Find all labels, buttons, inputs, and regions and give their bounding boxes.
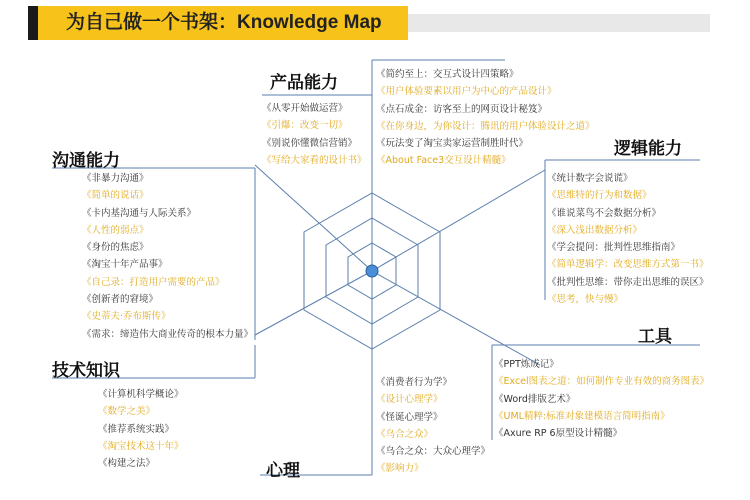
book-item: 《玩法变了淘宝卖家运营制胜时代》 xyxy=(376,138,529,150)
spoke-lower-right xyxy=(372,271,540,365)
book-item: 《淘宝技术这十年》 xyxy=(98,440,184,452)
book-item: 《About Face3交互设计精髓》 xyxy=(376,155,511,167)
book-item: 《简单的说话》 xyxy=(82,190,149,202)
book-item: 《思维特的行为和数据》 xyxy=(547,190,652,202)
book-item: 《卡内基沟通与人际关系》 xyxy=(82,207,197,219)
book-item: 《引爆：改变一切》 xyxy=(262,120,348,132)
book-item: 《深入浅出数据分析》 xyxy=(547,224,643,236)
page-title: 为自己做一个书架：Knowledge Map xyxy=(58,8,390,38)
book-item: 《需求：缔造伟大商业传奇的根本力量》 xyxy=(82,328,254,340)
book-item: 《人性的弱点》 xyxy=(82,224,149,236)
category-communication: 沟通能力 xyxy=(52,151,120,170)
book-item: 《用户体验要素以用户为中心的产品设计》 xyxy=(376,86,557,98)
book-item: 《写给大家看的设计书》 xyxy=(262,154,367,166)
spoke-lower-left xyxy=(255,271,372,335)
book-item: 《怪诞心理学》 xyxy=(376,411,443,423)
book-item: 《数学之美》 xyxy=(98,406,156,418)
book-item: 《乌合之众》 xyxy=(376,428,434,440)
book-item: 《推荐系统实践》 xyxy=(98,423,175,435)
category-tech: 技术知识 xyxy=(52,361,120,380)
book-item: 《设计心理学》 xyxy=(376,394,443,406)
book-item: 《PPT炼成记》 xyxy=(494,359,559,370)
spoke-upper-right xyxy=(372,170,545,271)
book-item: 《谁说菜鸟不会数据分析》 xyxy=(547,207,662,219)
book-item: 《简约至上：交互式设计四策略》 xyxy=(376,69,519,80)
logic-book-list xyxy=(547,170,709,308)
book-item: 《思考，快与慢》 xyxy=(547,294,624,306)
book-item: 《简单逻辑学：改变思维方式第一书》 xyxy=(547,259,709,271)
book-item: 《点石成金：访客至上的网页设计秘笈》 xyxy=(376,103,548,115)
book-item: 《淘宝十年产品事》 xyxy=(82,259,168,271)
book-item: 《批判性思维：带你走出思维的误区》 xyxy=(547,276,709,288)
tools-book-list xyxy=(494,356,709,442)
book-item: 《Axure RP 6原型设计精髓》 xyxy=(494,428,623,440)
book-item: 《身份的焦虑》 xyxy=(82,242,149,254)
product-book-list xyxy=(262,100,367,169)
book-item: 《从零开始做运营》 xyxy=(262,103,348,114)
communication-book-list xyxy=(82,170,253,343)
book-item: 《非暴力沟通》 xyxy=(82,173,149,184)
book-item: 《影响力》 xyxy=(376,463,424,475)
book-item: 《UML精粹:标准对象建模语言简明指南》 xyxy=(494,410,670,422)
book-item: 《学会提问：批判性思维指南》 xyxy=(547,242,681,254)
book-item: 《构建之法》 xyxy=(98,458,156,470)
book-item: 《自己录：打造用户需要的产品》 xyxy=(82,276,225,288)
book-item: 《消费者行为学》 xyxy=(376,377,453,388)
book-item: 《Word排版艺术》 xyxy=(494,393,576,405)
book-item: 《统计数字会说谎》 xyxy=(547,173,633,184)
book-item: 《乌合之众：大众心理学》 xyxy=(376,446,491,458)
psychology-book-list xyxy=(376,374,490,478)
book-item: 《别说你懂微信营销》 xyxy=(262,137,358,149)
design-book-list xyxy=(376,66,595,170)
book-item: 《Excel图表之道：如何制作专业有效的商务图表》 xyxy=(494,376,710,388)
book-item: 《创新者的窘境》 xyxy=(82,294,159,306)
book-item: 《史蒂夫·乔布斯传》 xyxy=(82,311,171,323)
category-tools: 工具 xyxy=(638,327,672,346)
spoke-upper-left xyxy=(255,165,372,271)
book-item: 《在你身边，为你设计：腾讯的用户体验设计之道》 xyxy=(376,120,595,132)
tech-book-list xyxy=(98,386,184,472)
category-psychology: 心理 xyxy=(266,461,300,480)
category-logic: 逻辑能力 xyxy=(614,139,682,158)
category-product: 产品能力 xyxy=(270,73,338,92)
book-item: 《计算机科学概论》 xyxy=(98,389,184,400)
center-node xyxy=(366,265,378,277)
